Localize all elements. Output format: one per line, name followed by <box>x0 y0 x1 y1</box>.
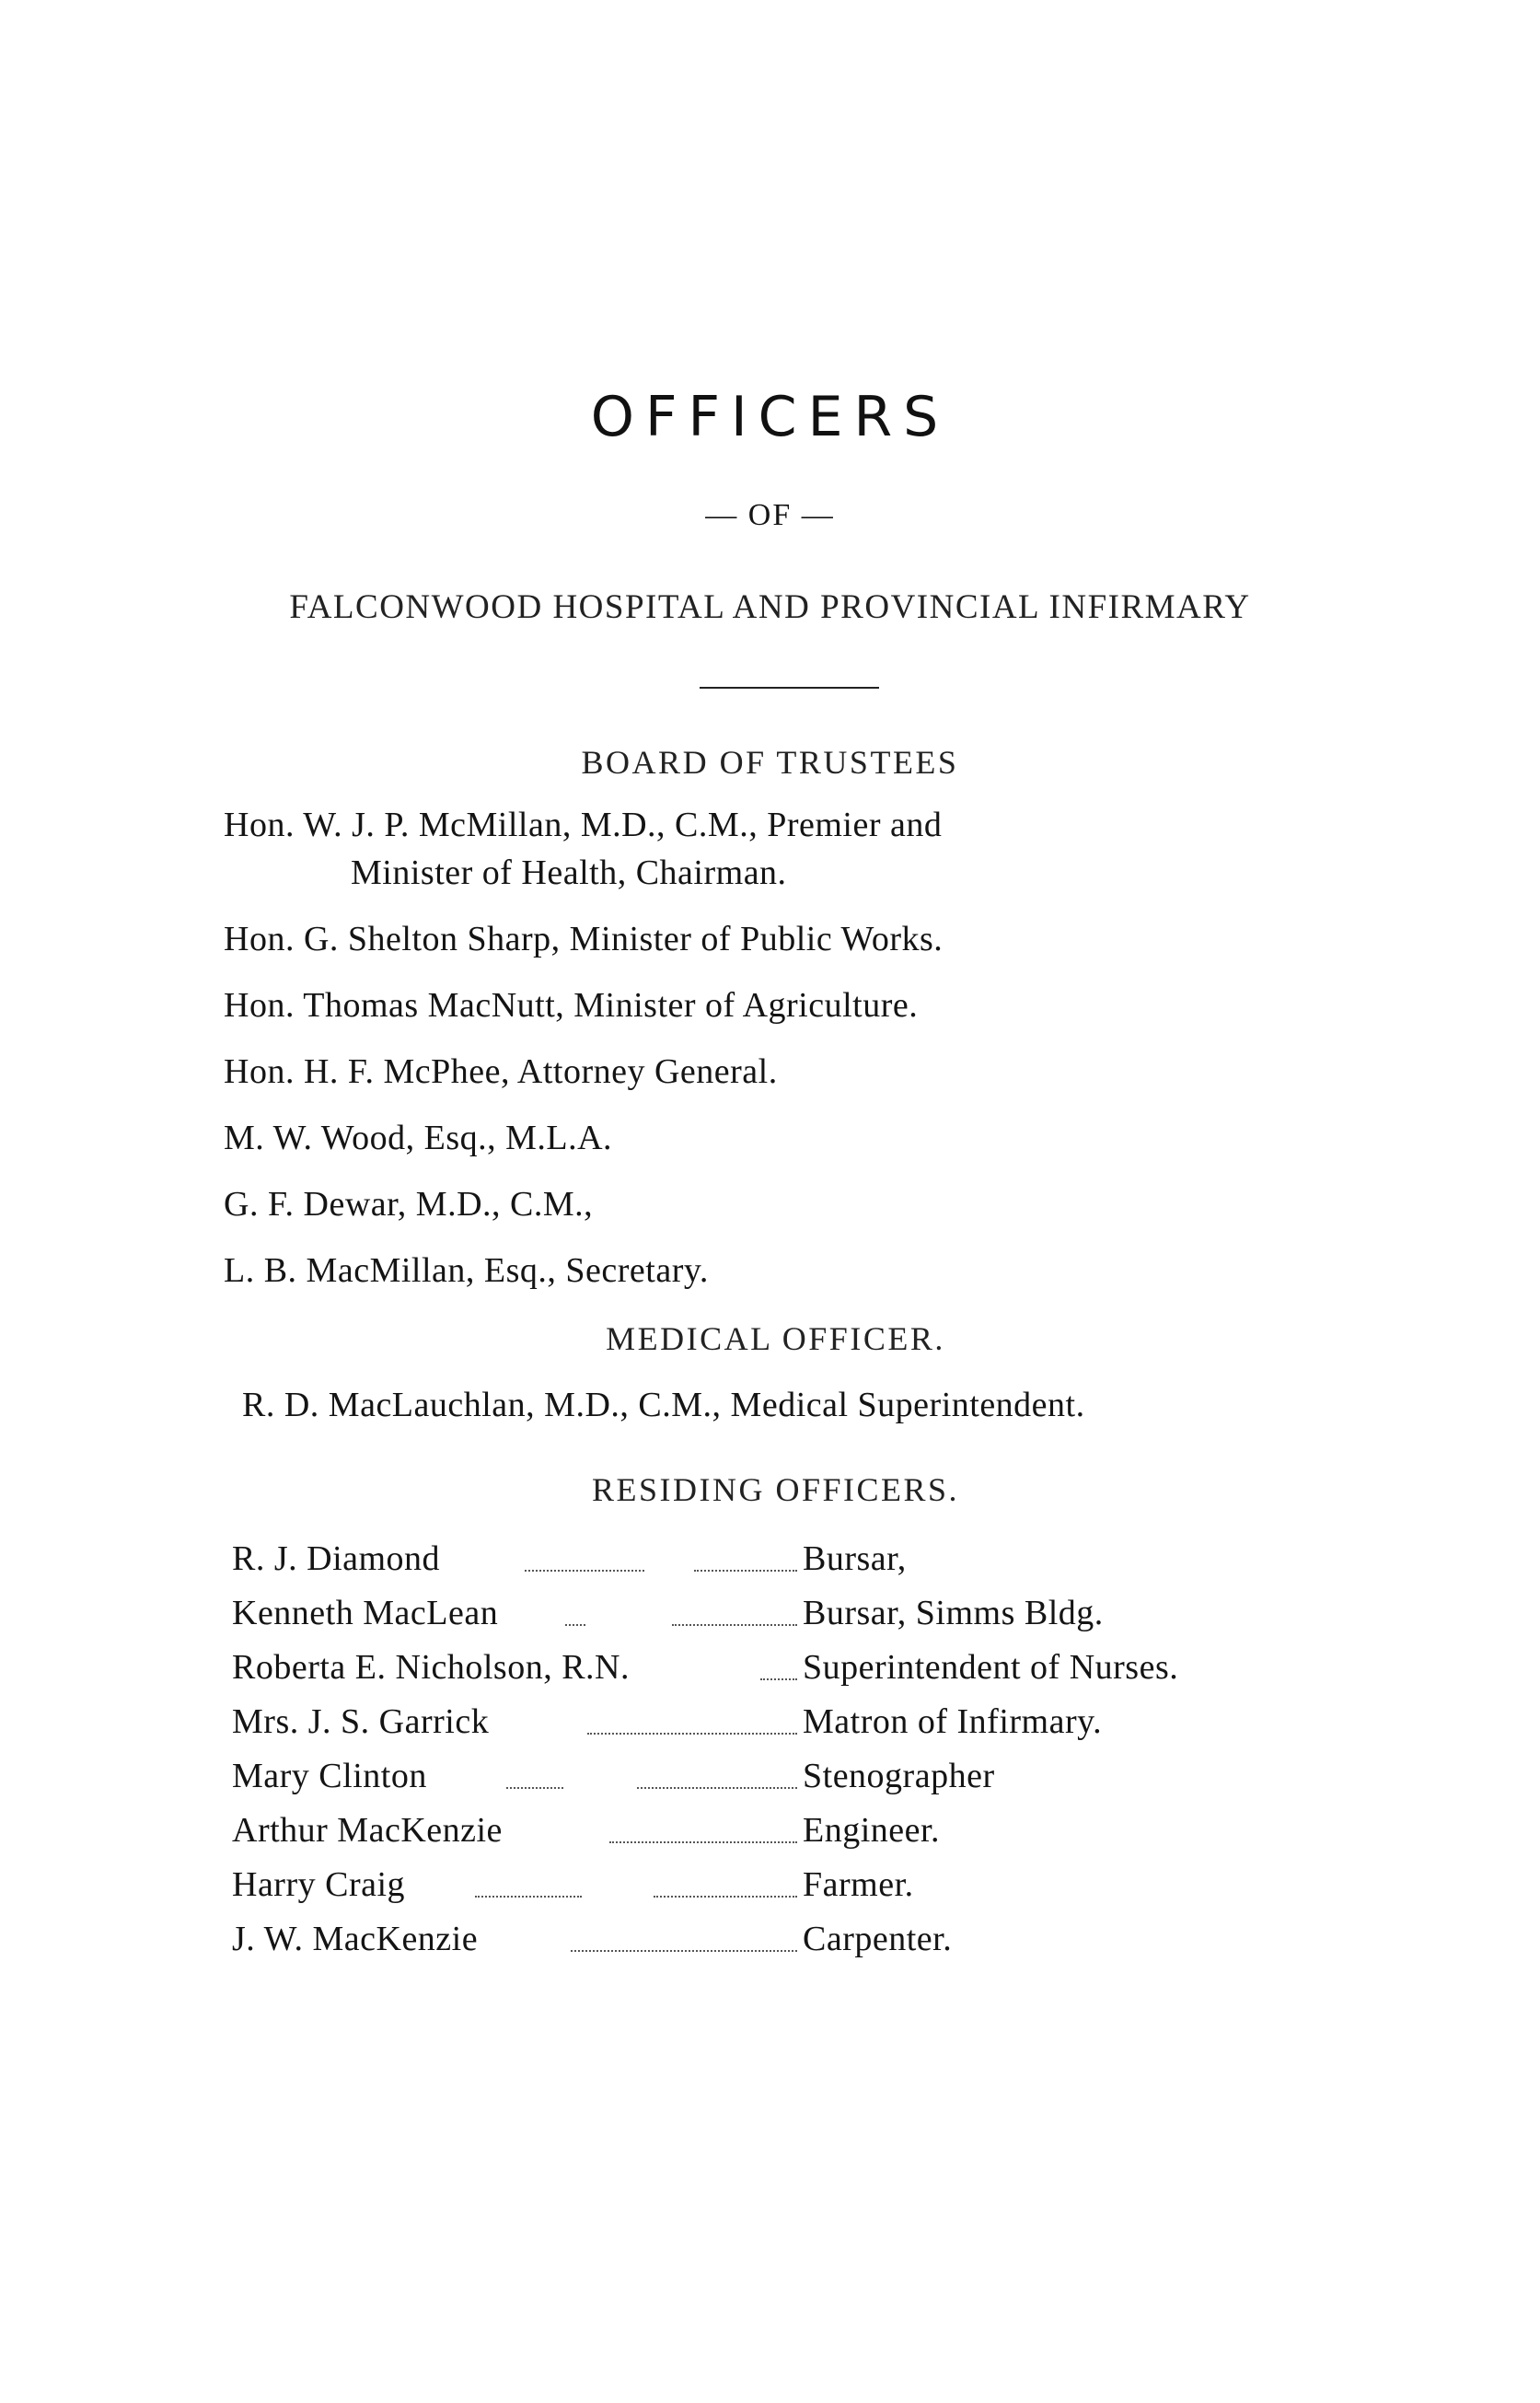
staff-title: Carpenter. <box>803 1920 953 1958</box>
staff-row <box>232 1532 1337 1586</box>
staff-name: Kenneth MacLean <box>232 1594 499 1632</box>
staff-row <box>232 1804 1337 1858</box>
dot-leader <box>694 1570 797 1572</box>
dot-leader <box>760 1678 797 1680</box>
staff-title: Bursar, Simms Bldg. <box>803 1594 1104 1632</box>
dot-leader <box>525 1570 644 1572</box>
staff-title: Bursar, <box>803 1539 907 1578</box>
dot-leader <box>475 1896 582 1898</box>
trustee-line: G. F. Dewar, M.D., C.M., <box>224 1185 594 1224</box>
divider-rule <box>700 687 879 689</box>
staff-name: R. J. Diamond <box>232 1539 441 1578</box>
dot-leader <box>672 1624 797 1626</box>
dot-leader <box>587 1733 797 1735</box>
trustee-entry <box>224 1048 1328 1096</box>
dot-leader <box>506 1787 563 1789</box>
board-heading: BOARD OF TRUSTEES <box>581 744 959 781</box>
dot-leader <box>654 1896 797 1898</box>
trustee-line: Hon. W. J. P. McMillan, M.D., C.M., Premier and <box>224 806 943 844</box>
of-line: — OF — <box>705 498 835 532</box>
staff-name: Arthur MacKenzie <box>232 1811 503 1850</box>
institution-name: FALCONWOOD HOSPITAL AND PROVINCIAL INFIRMARY <box>289 588 1251 626</box>
staff-name: Harry Craig <box>232 1865 406 1904</box>
staff-row <box>232 1749 1337 1804</box>
page-title: OFFICERS <box>590 385 950 449</box>
residing-officers-list <box>232 1532 1337 1967</box>
trustee-line: M. W. Wood, Esq., M.L.A. <box>224 1119 613 1157</box>
dot-leader <box>637 1787 797 1789</box>
trustee-entry <box>224 1180 1328 1228</box>
staff-title: Engineer. <box>803 1811 941 1850</box>
staff-name: Roberta E. Nicholson, R.N. <box>232 1648 631 1687</box>
trustee-entry <box>224 801 1328 897</box>
residing-heading: RESIDING OFFICERS. <box>591 1471 960 1508</box>
staff-row <box>232 1912 1337 1967</box>
staff-title: Stenographer <box>803 1757 995 1795</box>
trustee-line: Hon. Thomas MacNutt, Minister of Agriculture. <box>224 986 919 1025</box>
staff-row <box>232 1858 1337 1912</box>
trustee-entry <box>224 1247 1328 1294</box>
medical-heading: MEDICAL OFFICER. <box>606 1320 945 1357</box>
staff-title: Matron of Infirmary. <box>803 1702 1103 1741</box>
trustee-line-continued: Minister of Health, Chairman. <box>351 853 787 892</box>
staff-row <box>232 1695 1337 1749</box>
medical-officer: R. D. MacLauchlan, M.D., C.M., Medical Superintendent. <box>242 1386 1085 1424</box>
staff-title: Farmer. <box>803 1865 914 1904</box>
trustee-line: L. B. MacMillan, Esq., Secretary. <box>224 1251 709 1290</box>
staff-name: Mrs. J. S. Garrick <box>232 1702 490 1741</box>
trustee-line: Hon. G. Shelton Sharp, Minister of Public Works. <box>224 920 944 958</box>
staff-name: Mary Clinton <box>232 1757 427 1795</box>
dot-leader <box>609 1841 797 1843</box>
dot-leader <box>565 1624 585 1626</box>
staff-title: Superintendent of Nurses. <box>803 1648 1179 1687</box>
trustee-entry <box>224 981 1328 1029</box>
trustee-line: Hon. H. F. McPhee, Attorney General. <box>224 1052 778 1091</box>
trustees-list <box>224 801 1328 1313</box>
trustee-entry <box>224 915 1328 963</box>
staff-row <box>232 1586 1337 1641</box>
staff-name: J. W. MacKenzie <box>232 1920 479 1958</box>
staff-row <box>232 1641 1337 1695</box>
dot-leader <box>571 1950 797 1952</box>
trustee-entry <box>224 1114 1328 1162</box>
